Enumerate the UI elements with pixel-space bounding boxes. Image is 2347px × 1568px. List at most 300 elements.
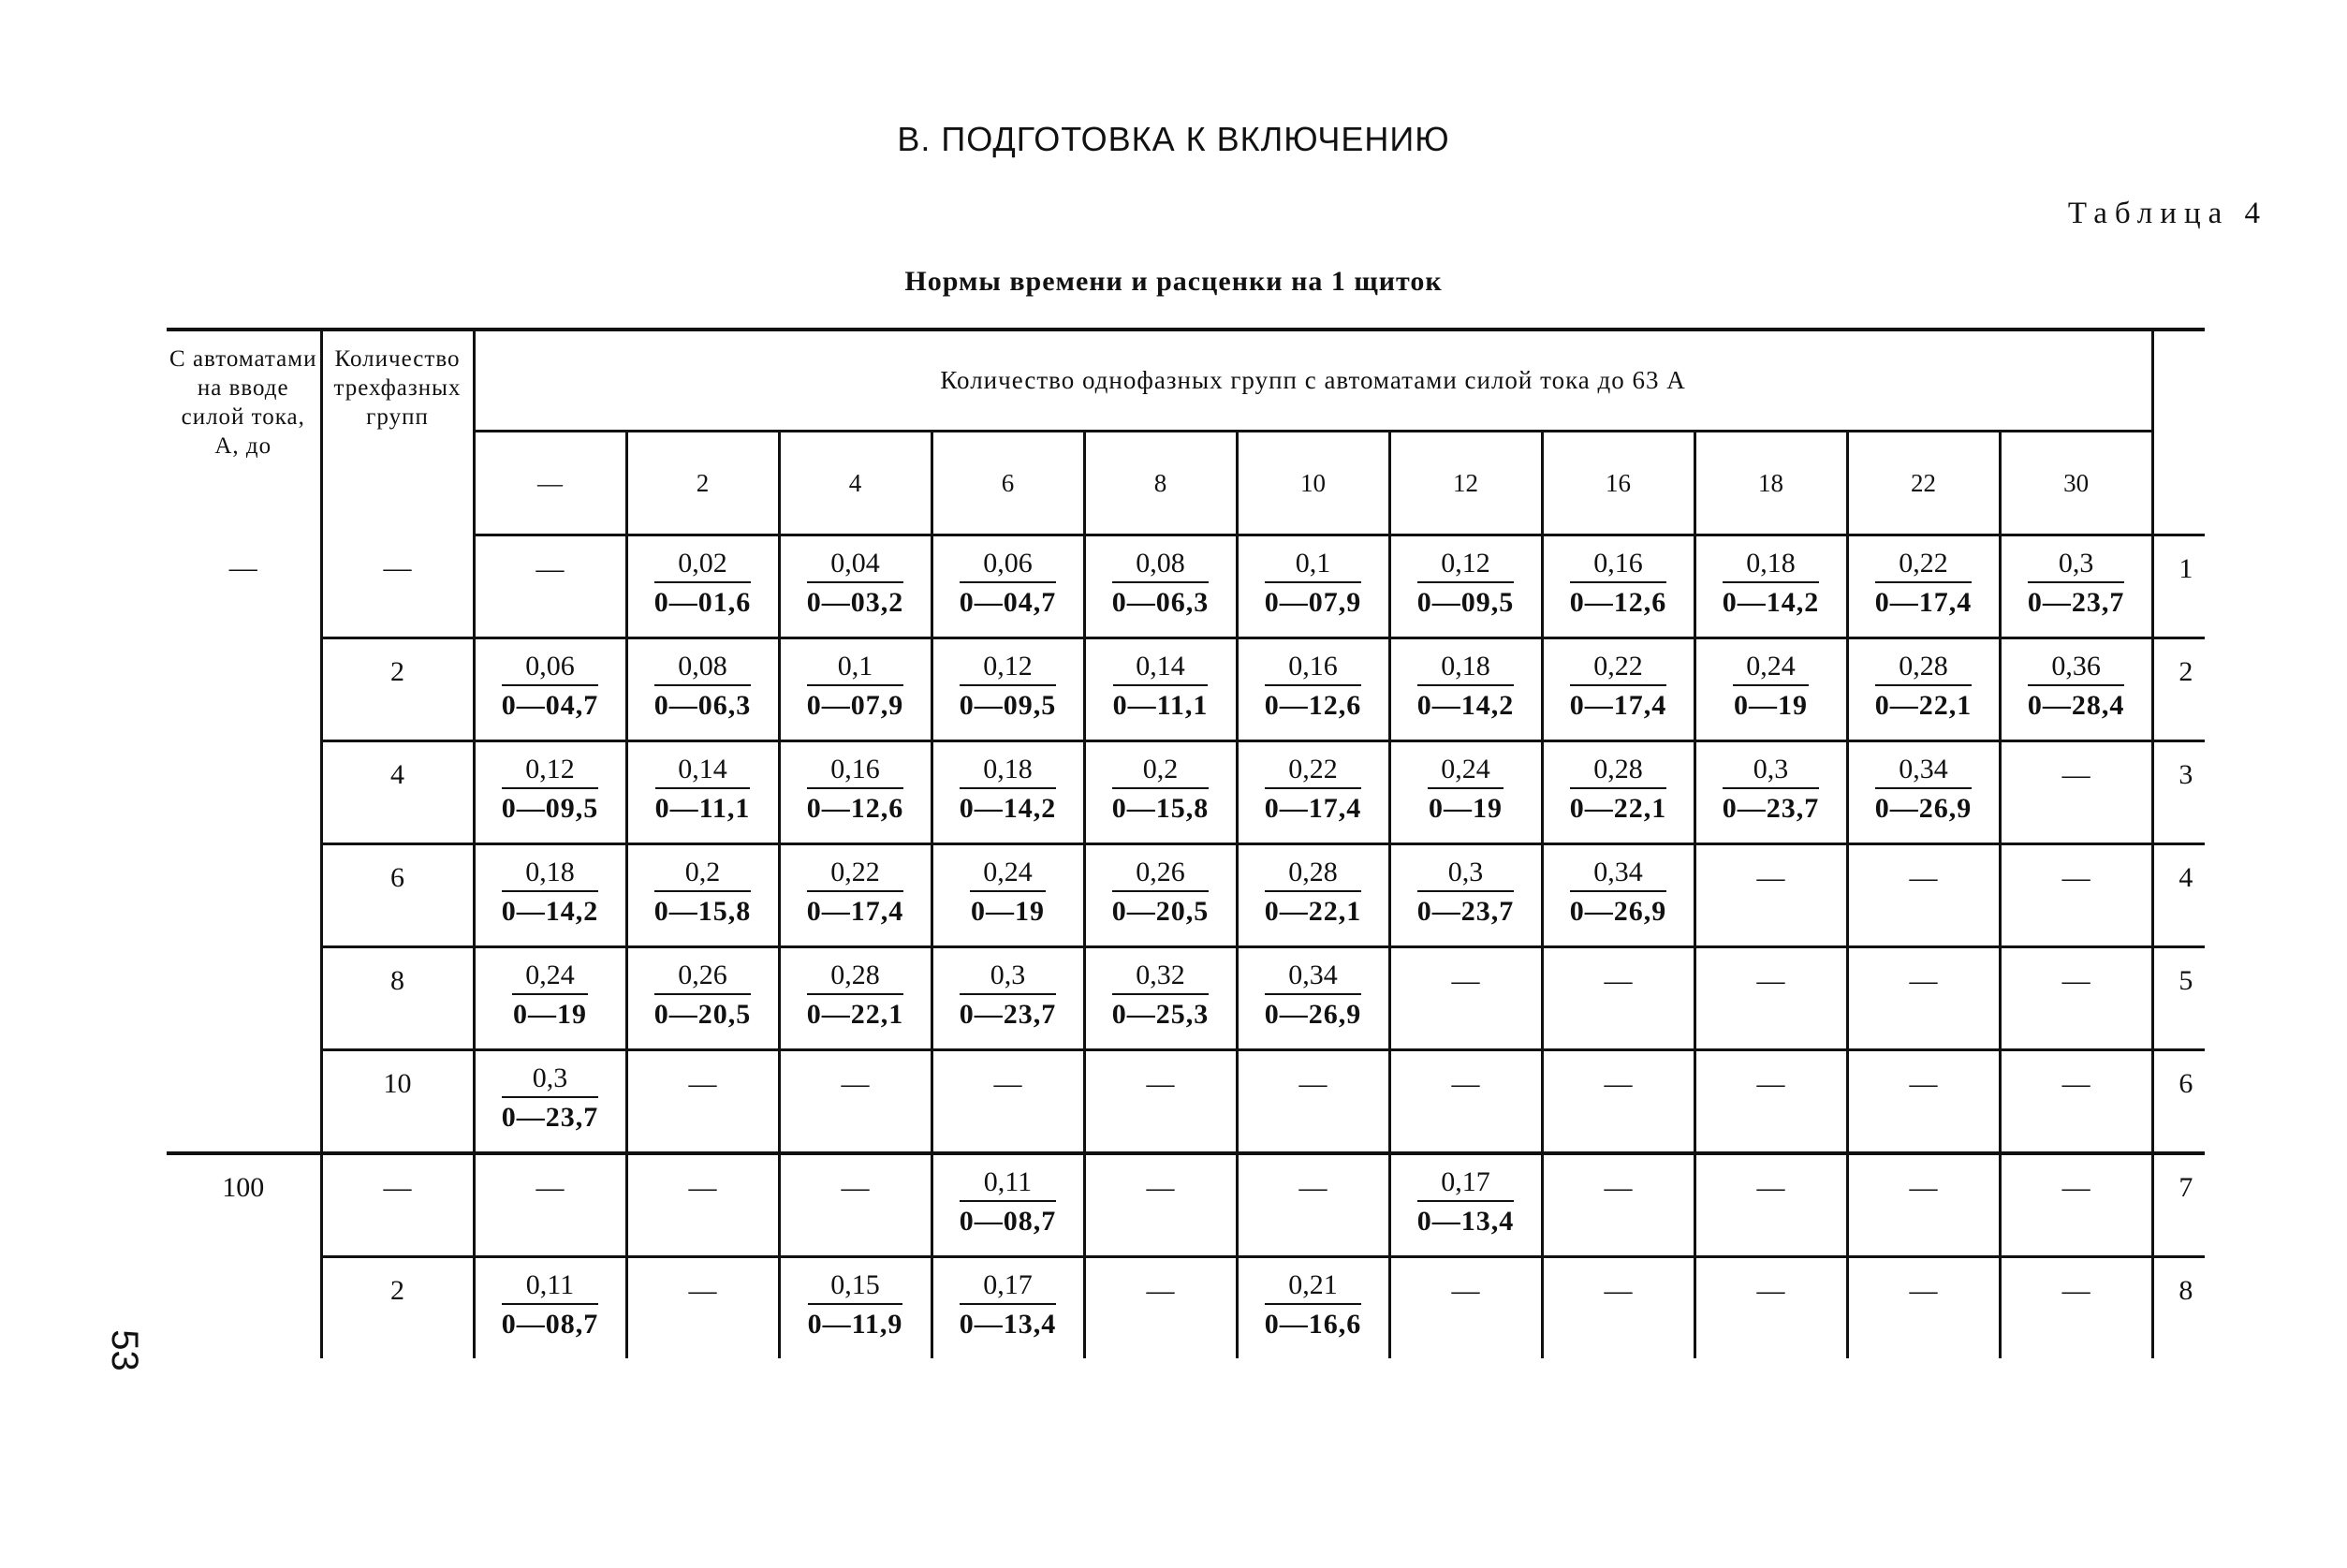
norm-cell xyxy=(779,1050,931,1154)
time-norm: 0,11 xyxy=(960,1165,1057,1202)
time-norm: 0,22 xyxy=(807,855,904,892)
time-norm: 0,16 xyxy=(1570,546,1667,583)
norm-fraction xyxy=(960,546,1057,623)
row-number-value: 7 xyxy=(2178,1172,2193,1203)
norm-cell xyxy=(1542,844,1694,947)
norm-cell xyxy=(1237,844,1389,947)
norm-cell xyxy=(1389,741,1542,844)
norm-cell xyxy=(1084,535,1237,638)
norm-fraction xyxy=(502,855,599,931)
time-norm: 0,28 xyxy=(1875,649,1973,686)
time-norm: 0,12 xyxy=(960,649,1057,686)
norm-cell xyxy=(1389,1153,1542,1257)
three-phase-value: — xyxy=(383,551,412,583)
norm-cell xyxy=(931,741,1084,844)
time-norm: 0,16 xyxy=(807,752,904,789)
subheader-cell: 22 xyxy=(1847,432,2000,535)
table-row xyxy=(167,844,2205,947)
norm-fraction xyxy=(1723,546,1820,623)
row-number xyxy=(2152,638,2205,741)
norm-cell xyxy=(2000,844,2152,947)
time-norm: 0,3 xyxy=(1417,855,1515,892)
table-row xyxy=(167,1153,2205,1257)
price-rate: 0—22,1 xyxy=(1569,793,1667,824)
row-number xyxy=(2152,1257,2205,1359)
norm-cell xyxy=(1237,1257,1389,1359)
time-norm: 0,17 xyxy=(960,1268,1057,1305)
subheader-cell: 6 xyxy=(931,432,1084,535)
three-phase-value: 2 xyxy=(390,656,404,687)
price-rate: 0—03,2 xyxy=(806,587,904,618)
norm-cell xyxy=(1847,638,2000,741)
norm-cell xyxy=(1542,638,1694,741)
table-row xyxy=(167,535,2205,638)
empty-dash: — xyxy=(1909,1275,1938,1306)
price-rate: 0—22,1 xyxy=(1264,896,1362,927)
price-rate: 0—08,7 xyxy=(501,1309,599,1340)
row-number xyxy=(2152,1050,2205,1154)
time-norm: 0,21 xyxy=(1265,1268,1362,1305)
norm-cell xyxy=(626,741,779,844)
norm-cell xyxy=(474,1050,626,1154)
norm-cell xyxy=(779,741,931,844)
norm-fraction xyxy=(960,1165,1057,1241)
time-norm: 0,34 xyxy=(1265,958,1362,995)
price-rate: 0—13,4 xyxy=(959,1309,1057,1340)
norm-cell xyxy=(1389,535,1542,638)
norm-cell xyxy=(1542,1050,1694,1154)
price-rate: 0—23,7 xyxy=(1722,793,1820,824)
time-norm: 0,36 xyxy=(2028,649,2125,686)
norm-cell xyxy=(931,535,1084,638)
empty-dash: — xyxy=(535,1172,565,1203)
norm-fraction xyxy=(1113,649,1209,725)
header-breaker-current: С автоматами на вводе силой тока, А, до xyxy=(167,330,321,535)
three-phase-cell xyxy=(321,844,474,947)
empty-dash: — xyxy=(1756,1275,1785,1306)
price-rate: 0—04,7 xyxy=(959,587,1057,618)
subheader-cell: 12 xyxy=(1389,432,1542,535)
table-row xyxy=(167,741,2205,844)
norm-fraction xyxy=(1265,752,1362,828)
norm-fraction xyxy=(654,958,752,1034)
empty-dash: — xyxy=(1604,1275,1633,1306)
norm-fraction xyxy=(502,1268,599,1344)
norm-cell xyxy=(1694,741,1847,844)
norm-fraction xyxy=(807,546,904,623)
empty-dash: — xyxy=(1451,965,1480,996)
norm-cell xyxy=(1847,947,2000,1050)
time-norm: 0,16 xyxy=(1265,649,1362,686)
time-norm: 0,14 xyxy=(1113,649,1209,686)
norm-cell xyxy=(931,1050,1084,1154)
norm-fraction xyxy=(502,752,599,828)
page-number: 53 xyxy=(103,1329,145,1371)
time-norm: 0,1 xyxy=(1265,546,1362,583)
norm-cell xyxy=(1389,844,1542,947)
norm-fraction xyxy=(1112,546,1210,623)
norm-cell xyxy=(1694,535,1847,638)
price-rate: 0—04,7 xyxy=(501,690,599,721)
norm-cell xyxy=(779,1257,931,1359)
norm-cell xyxy=(1084,1050,1237,1154)
norm-fraction xyxy=(807,752,904,828)
price-rate: 0—19 xyxy=(513,999,587,1030)
norm-cell xyxy=(626,1050,779,1154)
norm-cell xyxy=(626,844,779,947)
norm-fraction xyxy=(1417,546,1515,623)
price-rate: 0—23,7 xyxy=(501,1102,599,1133)
empty-dash: — xyxy=(1604,1172,1633,1203)
norm-fraction xyxy=(970,855,1046,931)
header-three-phase-groups: Количество трехфазных групп xyxy=(321,330,474,535)
norm-cell xyxy=(474,947,626,1050)
time-norm: 0,22 xyxy=(1265,752,1362,789)
row-number-value: 3 xyxy=(2178,759,2193,790)
breaker-current-value: 100 xyxy=(222,1172,265,1203)
empty-dash: — xyxy=(1146,1172,1175,1203)
norm-cell xyxy=(626,1153,779,1257)
price-rate: 0—07,9 xyxy=(1264,587,1362,618)
price-rate: 0—17,4 xyxy=(1264,793,1362,824)
norm-cell xyxy=(1542,741,1694,844)
empty-dash: — xyxy=(1909,1068,1938,1099)
time-norm: 0,18 xyxy=(502,855,599,892)
norm-fraction xyxy=(2028,649,2125,725)
norm-cell xyxy=(1542,1257,1694,1359)
time-norm: 0,3 xyxy=(960,958,1057,995)
time-norm: 0,2 xyxy=(654,855,752,892)
time-norm: 0,22 xyxy=(1875,546,1973,583)
norm-cell xyxy=(1237,947,1389,1050)
empty-dash: — xyxy=(1909,862,1938,893)
norm-cell xyxy=(2000,1257,2152,1359)
empty-dash: — xyxy=(2061,1275,2090,1306)
empty-dash: — xyxy=(1756,862,1785,893)
empty-dash: — xyxy=(688,1172,717,1203)
table-body xyxy=(167,535,2205,1359)
time-norm: 0,11 xyxy=(502,1268,599,1305)
norm-cell xyxy=(1084,638,1237,741)
price-rate: 0—20,5 xyxy=(1111,896,1210,927)
norm-fraction xyxy=(1875,546,1973,623)
table-row xyxy=(167,1050,2205,1154)
price-rate: 0—26,9 xyxy=(1264,999,1362,1030)
norm-fraction xyxy=(1723,752,1820,828)
empty-dash: — xyxy=(841,1172,870,1203)
norm-fraction xyxy=(1875,649,1973,725)
price-rate: 0—16,6 xyxy=(1264,1309,1362,1340)
row-number xyxy=(2152,535,2205,638)
time-norm: 0,34 xyxy=(1570,855,1667,892)
norm-cell xyxy=(931,844,1084,947)
norm-fraction xyxy=(1875,752,1973,828)
norm-fraction xyxy=(960,1268,1057,1344)
time-norm: 0,3 xyxy=(502,1061,599,1098)
subheader-cell: 10 xyxy=(1237,432,1389,535)
price-rate: 0—09,5 xyxy=(959,690,1057,721)
empty-dash: — xyxy=(1909,965,1938,996)
norm-cell xyxy=(626,535,779,638)
three-phase-cell xyxy=(321,638,474,741)
time-norm: 0,26 xyxy=(1112,855,1210,892)
price-rate: 0—08,7 xyxy=(959,1206,1057,1237)
norm-fraction xyxy=(1570,752,1667,828)
time-norm: 0,34 xyxy=(1875,752,1973,789)
price-rate: 0—11,9 xyxy=(807,1309,903,1340)
empty-dash: — xyxy=(1146,1275,1175,1306)
norm-fraction xyxy=(655,752,751,828)
norm-fraction xyxy=(1112,752,1210,828)
price-rate: 0—28,4 xyxy=(2027,690,2125,721)
row-number xyxy=(2152,1153,2205,1257)
time-norm: 0,3 xyxy=(1723,752,1820,789)
norm-cell xyxy=(1237,1050,1389,1154)
price-rate: 0—23,7 xyxy=(1416,896,1515,927)
header-single-phase-groups: Количество однофазных групп с автоматами силой тока до 63 А xyxy=(474,330,2152,432)
table-row xyxy=(167,638,2205,741)
norm-cell xyxy=(1694,638,1847,741)
row-number xyxy=(2152,947,2205,1050)
time-norm: 0,24 xyxy=(970,855,1046,892)
row-number-value: 8 xyxy=(2178,1275,2193,1306)
norm-cell xyxy=(474,741,626,844)
norm-cell xyxy=(2000,947,2152,1050)
norm-cell xyxy=(474,535,626,638)
norm-cell xyxy=(2000,741,2152,844)
breaker-current-value: — xyxy=(228,551,257,583)
section-title: В. ПОДГОТОВКА К ВКЛЮЧЕНИЮ xyxy=(897,120,1450,158)
norm-cell xyxy=(2000,638,2152,741)
time-norm: 0,28 xyxy=(1265,855,1362,892)
norm-cell xyxy=(1847,844,2000,947)
empty-dash: — xyxy=(2061,1068,2090,1099)
norm-fraction xyxy=(654,546,752,623)
breaker-current-cell xyxy=(167,741,321,844)
time-norm: 0,08 xyxy=(1112,546,1210,583)
time-norm: 0,06 xyxy=(502,649,599,686)
price-rate: 0—22,1 xyxy=(1874,690,1973,721)
header-row-number xyxy=(2152,330,2205,535)
norm-cell xyxy=(931,1257,1084,1359)
empty-dash: — xyxy=(2061,1172,2090,1203)
norm-cell xyxy=(1847,741,2000,844)
price-rate: 0—12,6 xyxy=(1569,587,1667,618)
three-phase-cell xyxy=(321,1257,474,1359)
price-rate: 0—09,5 xyxy=(1416,587,1515,618)
price-rate: 0—23,7 xyxy=(2027,587,2125,618)
time-norm: 0,02 xyxy=(654,546,752,583)
price-rate: 0—14,2 xyxy=(501,896,599,927)
empty-dash: — xyxy=(688,1275,717,1306)
norm-cell xyxy=(1847,1050,2000,1154)
empty-dash: — xyxy=(1756,965,1785,996)
norm-cell xyxy=(626,1257,779,1359)
price-rate: 0—23,7 xyxy=(959,999,1057,1030)
subheader-cell: 8 xyxy=(1084,432,1237,535)
norm-fraction xyxy=(1417,1165,1515,1241)
time-norm: 0,17 xyxy=(1417,1165,1515,1202)
three-phase-value: 6 xyxy=(390,862,404,893)
empty-dash: — xyxy=(1146,1068,1175,1099)
breaker-current-cell xyxy=(167,844,321,947)
norm-fraction xyxy=(502,1061,599,1137)
price-rate: 0—15,8 xyxy=(1111,793,1210,824)
time-norm: 0,26 xyxy=(654,958,752,995)
norm-cell xyxy=(931,638,1084,741)
subheader-cell: — xyxy=(474,432,626,535)
norm-fraction xyxy=(1417,649,1515,725)
time-norm: 0,1 xyxy=(807,649,904,686)
norm-cell xyxy=(1084,1257,1237,1359)
breaker-current-cell xyxy=(167,638,321,741)
norm-cell xyxy=(1389,1257,1542,1359)
subheader-cell: 18 xyxy=(1694,432,1847,535)
price-rate: 0—17,4 xyxy=(1874,587,1973,618)
norm-fraction xyxy=(960,958,1057,1034)
norm-cell xyxy=(1237,535,1389,638)
empty-dash: — xyxy=(1298,1068,1328,1099)
three-phase-value: 10 xyxy=(383,1068,412,1099)
price-rate: 0—11,1 xyxy=(654,793,751,824)
price-rate: 0—14,2 xyxy=(1722,587,1820,618)
row-number xyxy=(2152,741,2205,844)
norm-cell xyxy=(1084,741,1237,844)
norm-fraction xyxy=(654,649,752,725)
empty-dash: — xyxy=(1604,965,1633,996)
norm-fraction xyxy=(512,958,588,1034)
norm-fraction xyxy=(1265,1268,1362,1344)
table-row xyxy=(167,1257,2205,1359)
empty-dash: — xyxy=(2061,759,2090,790)
norm-fraction xyxy=(1570,649,1667,725)
norm-fraction xyxy=(1428,752,1504,828)
norm-cell xyxy=(474,1257,626,1359)
three-phase-value: — xyxy=(383,1172,412,1203)
time-norm: 0,08 xyxy=(654,649,752,686)
table-label: Таблица 4 xyxy=(2067,197,2267,230)
table-row xyxy=(167,947,2205,1050)
breaker-current-cell xyxy=(167,1050,321,1154)
norm-cell xyxy=(2000,535,2152,638)
empty-dash: — xyxy=(1909,1172,1938,1203)
norm-cell xyxy=(1694,1153,1847,1257)
price-rate: 0—07,9 xyxy=(806,690,904,721)
norm-fraction xyxy=(654,855,752,931)
norm-fraction xyxy=(960,752,1057,828)
price-rate: 0—26,9 xyxy=(1874,793,1973,824)
norm-fraction xyxy=(2028,546,2125,623)
price-rate: 0—25,3 xyxy=(1111,999,1210,1030)
price-rate: 0—17,4 xyxy=(1569,690,1667,721)
norm-cell xyxy=(1847,1153,2000,1257)
time-norm: 0,12 xyxy=(502,752,599,789)
breaker-current-cell xyxy=(167,1153,321,1257)
norm-cell xyxy=(1694,844,1847,947)
time-norm: 0,04 xyxy=(807,546,904,583)
norm-fraction xyxy=(1112,855,1210,931)
time-norm: 0,12 xyxy=(1417,546,1515,583)
norm-fraction xyxy=(1265,546,1362,623)
empty-dash: — xyxy=(1451,1275,1480,1306)
norm-cell xyxy=(474,1153,626,1257)
norm-cell xyxy=(474,844,626,947)
norm-cell xyxy=(1542,535,1694,638)
three-phase-cell xyxy=(321,947,474,1050)
norm-fraction xyxy=(960,649,1057,725)
price-rate: 0—06,3 xyxy=(1111,587,1210,618)
norm-cell xyxy=(2000,1153,2152,1257)
time-norm: 0,18 xyxy=(1723,546,1820,583)
empty-dash: — xyxy=(2061,965,2090,996)
time-norm: 0,28 xyxy=(807,958,904,995)
time-norm: 0,28 xyxy=(1570,752,1667,789)
price-rate: 0—14,2 xyxy=(959,793,1057,824)
norm-cell xyxy=(2000,1050,2152,1154)
price-rate: 0—19 xyxy=(1429,793,1503,824)
time-norm: 0,18 xyxy=(960,752,1057,789)
time-norm: 0,06 xyxy=(960,546,1057,583)
price-rate: 0—13,4 xyxy=(1416,1206,1515,1237)
time-norm: 0,3 xyxy=(2028,546,2125,583)
price-rate: 0—19 xyxy=(971,896,1045,927)
norm-cell xyxy=(779,947,931,1050)
empty-dash: — xyxy=(1604,1068,1633,1099)
norm-cell xyxy=(1847,1257,2000,1359)
empty-dash: — xyxy=(1451,1068,1480,1099)
norm-cell xyxy=(1542,1153,1694,1257)
norm-fraction xyxy=(1570,546,1667,623)
norm-fraction xyxy=(807,855,904,931)
row-number-value: 5 xyxy=(2178,965,2193,996)
norm-cell xyxy=(779,535,931,638)
breaker-current-cell xyxy=(167,1257,321,1359)
time-norm: 0,32 xyxy=(1112,958,1210,995)
price-rate: 0—12,6 xyxy=(806,793,904,824)
norm-cell xyxy=(1084,844,1237,947)
three-phase-cell xyxy=(321,741,474,844)
subheader-cell: 30 xyxy=(2000,432,2152,535)
three-phase-value: 2 xyxy=(390,1275,404,1306)
norm-cell xyxy=(1694,1050,1847,1154)
empty-dash: — xyxy=(688,1068,717,1099)
price-rate: 0—09,5 xyxy=(501,793,599,824)
norm-fraction xyxy=(1570,855,1667,931)
norm-cell xyxy=(1389,638,1542,741)
subheader-cell: 16 xyxy=(1542,432,1694,535)
norm-cell xyxy=(1389,1050,1542,1154)
norms-table xyxy=(167,328,2205,1358)
breaker-current-cell xyxy=(167,535,321,638)
time-norm: 0,15 xyxy=(808,1268,903,1305)
three-phase-cell xyxy=(321,1153,474,1257)
norm-fraction xyxy=(807,649,904,725)
norm-cell xyxy=(1542,947,1694,1050)
subheader-cell: 4 xyxy=(779,432,931,535)
empty-dash: — xyxy=(1298,1172,1328,1203)
norm-cell xyxy=(1237,638,1389,741)
breaker-current-cell xyxy=(167,947,321,1050)
empty-dash: — xyxy=(993,1068,1022,1099)
price-rate: 0—06,3 xyxy=(653,690,752,721)
row-number-value: 6 xyxy=(2178,1068,2193,1099)
price-rate: 0—12,6 xyxy=(1264,690,1362,721)
row-number-value: 4 xyxy=(2178,862,2193,893)
three-phase-value: 4 xyxy=(390,759,404,790)
norm-fraction xyxy=(1265,958,1362,1034)
empty-dash: — xyxy=(535,553,565,584)
norm-cell xyxy=(1694,947,1847,1050)
